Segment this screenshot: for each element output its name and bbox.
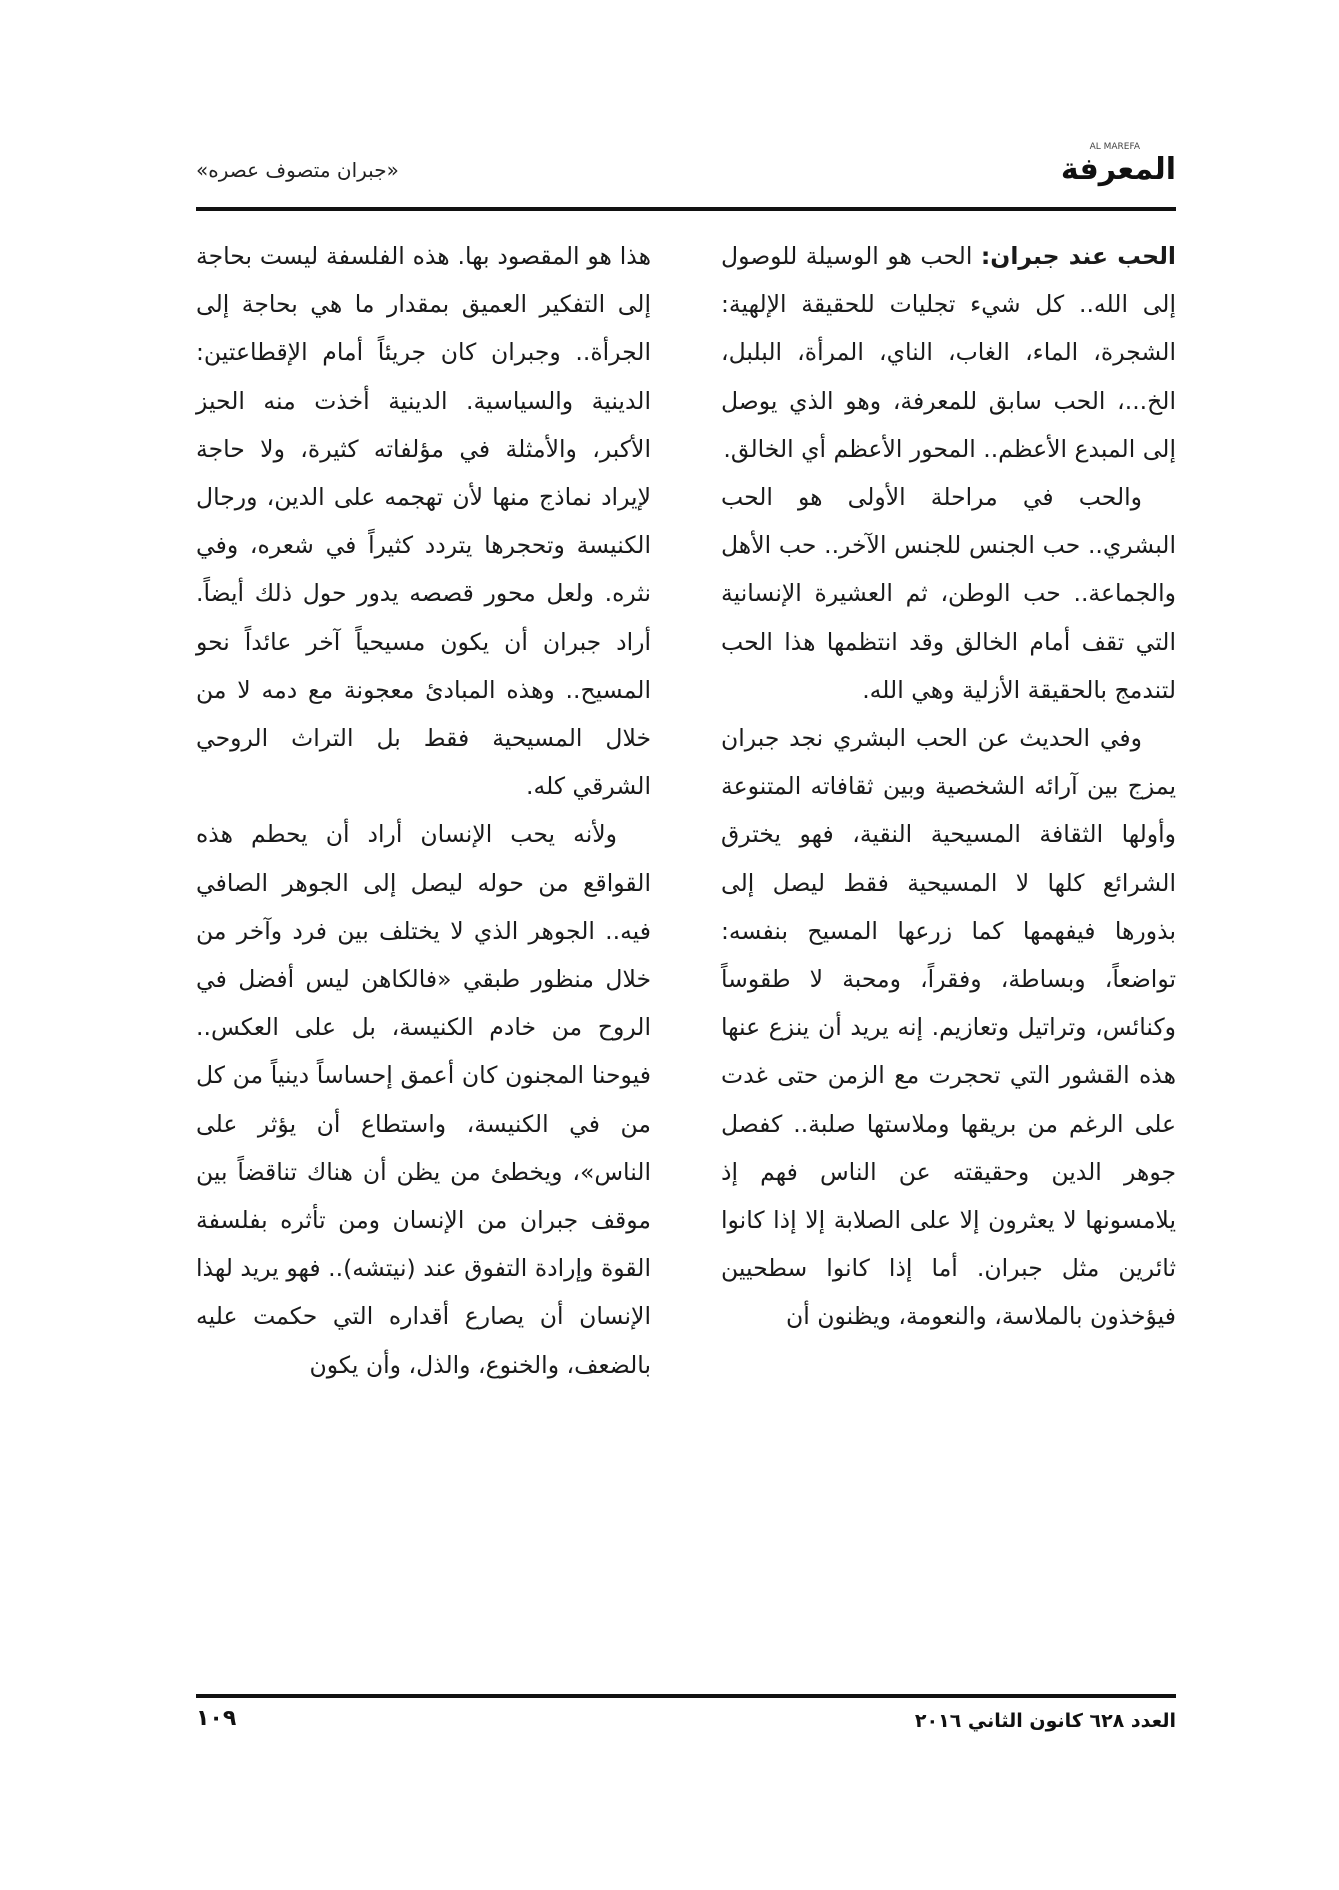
paragraph: ولأنه يحب الإنسان أراد أن يحطم هذه القواقع من حوله ليصل إلى الجوهر الصافي فيه.. الجوهر الذي لا يختلف بين فرد وآخر من خلال منظور طبقي «فالكاهن ليس أفضل في الروح من خادم الكنيسة، بل على العكس.. فيوحنا المجنون كان أعمق إحساساً دينياً من كل من في الكنيسة، واستطاع أن يؤثر على الناس»، ويخطئ من يظن أن هناك تناقضاً بين موقف جبران من الإنسان ومن تأثره بفلسفة القوة وإرادة التفوق عند (نيتشه).. فهو يريد لهذا الإنسان أن يصارع أقداره التي حكمت عليه بالضعف، والخنوع، والذل، وأن يكون bbox=[196, 820, 651, 1379]
right-column bbox=[721, 232, 1176, 1341]
magazine-logo: المعرفة bbox=[1060, 152, 1176, 187]
paragraph: هذا هو المقصود بها. هذه الفلسفة ليست بحاجة إلى التفكير العميق بمقدار ما هي بحاجة إلى الجرأة.. وجبران كان جريئاً أمام الإقطاعتين: الدينية والسياسية. الدينية أخذت منه الحيز الأكبر، والأمثلة في مؤلفاته كثيرة، ولا حاجة لإيراد نماذج منها لأن تهجمه على الدين، ورجال الكنيسة وتحجرها يتردد كثيراً في شعره، وفي نثره. ولعل محور قصصه يدور حول ذلك أيضاً. أراد جبران أن يكون مسيحياً آخر عائداً نحو المسيح.. وهذه المبادئ معجونة مع دمه لا من خلال المسيحية فقط بل التراث الروحي الشرقي كله. bbox=[196, 242, 651, 801]
footer-rule bbox=[196, 1694, 1176, 1698]
section-lead: الحب عند جبران: bbox=[980, 242, 1176, 270]
paragraph: الحب عند جبران: الحب هو الوسيلة للوصول إلى الله.. كل شيء تجليات للحقيقة الإلهية: الشجرة، الماء، الغاب، الناي، المرأة، البلبل، الخ...، الحب سابق للمعرفة، وهو الذي يوصل إلى المبدع الأعظم.. المحور الأعظم أي الخالق. bbox=[721, 242, 1176, 463]
header-rule bbox=[196, 207, 1176, 211]
magazine-logo-latin: AL MAREFA bbox=[1089, 142, 1140, 152]
paragraph: وفي الحديث عن الحب البشري نجد جبران يمزج بين آرائه الشخصية وبين ثقافاته المتنوعة وأولها الثقافة المسيحية النقية، فهو يخترق الشرائع كلها لا المسيحية فقط ليصل إلى بذورها فيفهمها كما زرعها المسيح بنفسه: تواضعاً، وبساطة، وفقراً، ومحبة لا طقوساً وكنائس، وتراتيل وتعازيم. إنه يريد أن ينزع عنها هذه القشور التي تحجرت مع الزمن حتى غدت على الرغم من بريقها وملاستها صلبة.. كفصل جوهر الدين وحقيقته عن الناس فهم إذ يلامسونها لا يعثرون إلا على الصلابة إلا إذا كانوا ثائرين مثل جبران. أما إذا كانوا سطحيين فيؤخذون بالملاسة، والنعومة، ويظنون أن bbox=[721, 724, 1176, 1331]
page-header bbox=[196, 142, 1176, 204]
issue-info: العدد ٦٢٨ كانون الثاني ٢٠١٦ bbox=[914, 1710, 1176, 1732]
page-number: ١٠٩ bbox=[196, 1706, 237, 1731]
paragraph: والحب في مراحلة الأولى هو الحب البشري.. حب الجنس للجنس الآخر.. حب الأهل والجماعة.. حب الوطن، ثم العشيرة الإنسانية التي تقف أمام الخالق وقد انتظمها هذا الحب لتندمج بالحقيقة الأزلية وهي الله. bbox=[721, 483, 1176, 704]
left-column bbox=[196, 232, 651, 1389]
running-title: «جبران متصوف عصره» bbox=[196, 158, 399, 182]
